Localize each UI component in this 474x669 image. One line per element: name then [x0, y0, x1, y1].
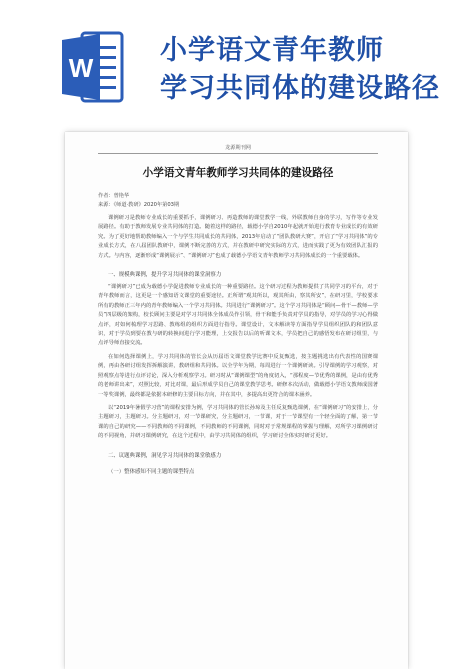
- source-line: 来源：《师道·教研》2020年第03期: [98, 202, 180, 208]
- banner: [0, 0, 474, 130]
- banner-title-line1: 小学语文青年教师: [160, 35, 384, 66]
- document-title: 小学语文青年教师学习共同体的建设路径: [142, 167, 334, 179]
- header-rule: [98, 153, 378, 154]
- word-logo-letter: W: [68, 53, 94, 83]
- author-line: 作者：曾艳华: [98, 193, 130, 199]
- banner-title-line2: 学习共同体的建设路径: [160, 73, 440, 104]
- paragraph-1: 课例研习是教师专业成长的重要抓手，课例研习、再造教师的课堂教学一线，外联教师自身的学习，写作等专业发展路径。有助于教师发展专业共同体的打造。随着这样的路径，载德小学自2010年起就开始进行教育专业成长的有效研究。为了更好地帮助教师编入一个与学生共同成长的共同体，2013年启动了“团队教研大赛”，开启了“学习共同体”的专业成长方式，在八届团队教研中，课例不断完善的方式，并在教研中研究实际的方式，进而实践了更为有效团队汇报的方式。与内容，逐渐形成“课例展示”、“课例研习”也成了载德小学语文青年教师学习共同体成长的一个重要载体。: [98, 215, 378, 259]
- journal-name: 龙源期刊网: [225, 145, 251, 151]
- word-document-icon: [60, 30, 126, 104]
- section-heading-2: 二、议题典课例，洞见学习共同体的课堂敏感力: [108, 452, 222, 459]
- paragraph-2: “课例研习”已成为载德小学促进教师专业成长的一种重要路径。这个研习过程为教师提供了共同学习的平台，对于青年教师而言，这更是一个感知语文课堂的重要途径。正所谓“观其所以，观其所由，察其所安”，在研习里，学校要求所有的教师正三年内的青年教师编入一个学习共同体。共同进行“课例研习”。这个学习共同体是“顾问—骨干—教师—学员”四层级的架构，校长顾问主要是对学习共同体全体成员作引领，骨干和能手负责对学员的指导，对学员的学习心得做点评，对如何梳理学习思路、教练组的组织方面进行指导。课堂设计，文本解读等方面指导学员组织团队的和团队意识，对于学员到要在教与研的转换间进行学习能理，上交报告以后的听课文本，学员把自己的感悟发布在研讨组里，与点评导师直接交流。: [98, 284, 378, 347]
- document-page: [65, 132, 408, 669]
- subsection-heading: （一）整体感知不同主题的课型特点: [108, 468, 195, 475]
- document-body: [98, 144, 378, 480]
- section-heading-1: 一、规模典课例，提升学习共同体的课堂洞察力: [108, 272, 222, 279]
- paragraph-3: 在如何选择课例上，学习共同体的管长会从历届语文课堂教学比赛中反复甄选，按主题挑选出有代表性的国赛课例，再由各研讨组发挥拆解演讲，教研组和共同体。以全学年为期，每周进行一个课例研读。引导课例的学习观察，对照观察点等进行点评讨论，深入分析观察学习。研习时从“课例课型”的角度切入，“那程度—节优秀的课例，是由有优秀的老师讲出来”，对照比较，对比对课，最后形成学员自己的课堂教学思考。研修本次活动，做载德小学语文教师成国著一等奖课例，最终都是依据本研修的主要目标方向，并在其中，多提高出更符合的课本涵养。: [98, 353, 378, 398]
- paragraph-4: 以“2019年暑假学习营”的课程安排为例，学习共同体的管长孙琼及主任反复甄选课例，在“课例研习”的安排上，分主题研习，主题研习。分主题研习，对一节课研究，分主题研习，一节课，对于一节课型有一个轻全面的了解，第一节课的自己的研究——不同教师的不同课例，不同教师的不同课例，同时对于常规课程的掌握与理解，对所学习课例研讨的不同视角，并研习课例研究，在这个过程中，由学习共同体的组织，学习研讨全体实时研讨更好。: [98, 404, 378, 440]
